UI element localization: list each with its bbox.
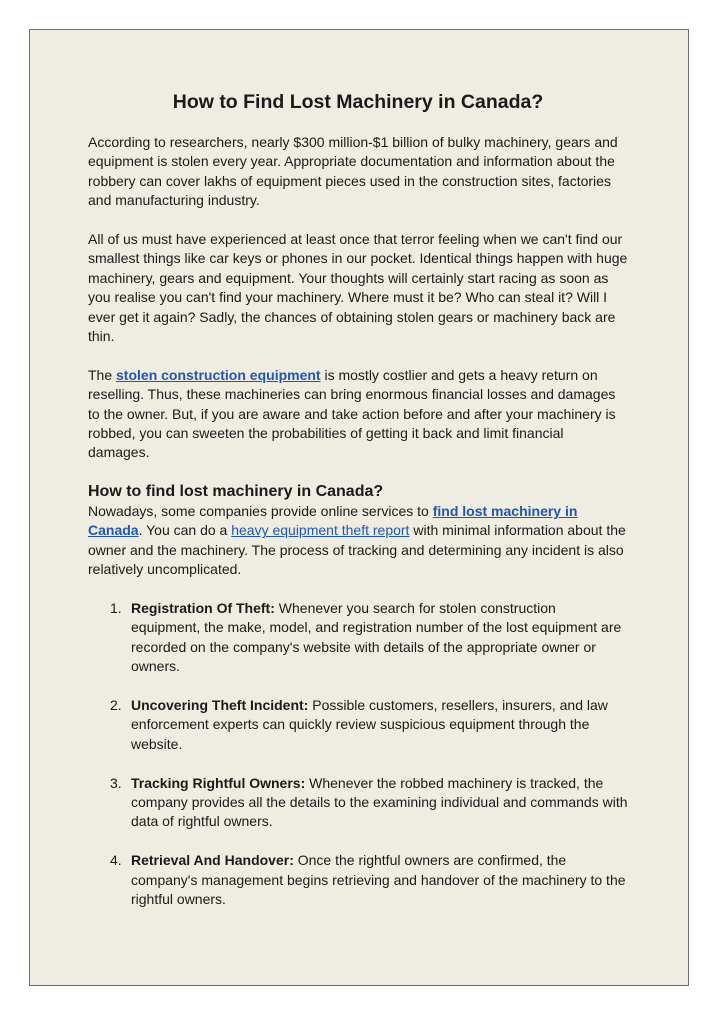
list-number: 4. [110, 852, 122, 869]
text-segment: Nowadays, some companies provide online services to [88, 502, 433, 519]
step-text: Once the rightful owners are confirmed, the company's management begins retrieving and handover of the machinery to the rightful owners. [131, 852, 626, 907]
document-content [88, 90, 628, 929]
steps-list [88, 599, 628, 909]
document-page [29, 29, 689, 986]
text-segment: is mostly costlier and gets a heavy return on reselling. Thus, these machineries can bring enormous financial losses and damages to the owner. But, if you are aware and take action before and after your machinery is robbed, you can sweeten the probabilities of getting it back and limit financial damages. [88, 366, 616, 461]
section-heading: How to find lost machinery in Canada? [88, 482, 384, 500]
text-segment: . You can do a [138, 522, 232, 539]
page-title: How to Find Lost Machinery in Canada? [172, 91, 544, 113]
list-number: 2. [110, 696, 122, 713]
step-text: Whenever the robbed machinery is tracked, the company provides all the details to the examining individual and commands with data of rightful owners. [131, 774, 628, 830]
step-label: Registration Of Theft: [131, 599, 275, 616]
list-item [88, 599, 628, 677]
step-label: Retrieval And Handover: [131, 852, 294, 869]
list-item [88, 696, 628, 754]
paragraph-experience: All of us must have experienced at least once that terror feeling when we can't find our smallest things like car keys or phones in our pocket. Identical things happen with huge machinery, gears and equipment. Your thoughts will certainly start racing as soon as you realise you can't find your machinery. Where must it be? Who can steal it? Will I ever get it again? Sadly, the chances of obtaining stolen gears or machinery back are thin. [88, 231, 628, 345]
paragraph-intro: According to researchers, nearly $300 million-$1 billion of bulky machinery, gears and equipment is stolen every year. Appropriate documentation and information about the robbery can cover lakhs of equipment pieces used in the construction sites, factories and manufacturing industry. [88, 134, 618, 209]
paragraph-stolen-equipment [88, 366, 628, 463]
link-stolen-construction-equipment[interactable]: stolen construction equipment [116, 366, 321, 383]
text-segment: with minimal information about the owner and the machinery. The process of tracking and determining any incident is also relatively uncomplicated. [88, 522, 626, 578]
list-number: 1. [110, 599, 122, 616]
list-item [88, 774, 628, 832]
link-heavy-equipment-theft-report[interactable]: heavy equipment theft report [231, 522, 410, 539]
list-number: 3. [110, 774, 122, 791]
step-label: Tracking Rightful Owners: [131, 774, 306, 791]
step-label: Uncovering Theft Incident: [131, 696, 309, 713]
step-text: Whenever you search for stolen construction equipment, the make, model, and registration number of the lost equipment are recorded on the company's website with details of the appropriate owner or owners. [131, 599, 622, 675]
text-segment: The [88, 366, 117, 383]
link-find-lost-machinery[interactable]: find lost machinery in Canada [88, 502, 578, 539]
list-item [88, 851, 628, 909]
step-text: Possible customers, resellers, insurers, and law enforcement experts can quickly review suspicious equipment through the website. [131, 696, 608, 752]
paragraph-services [88, 502, 628, 580]
